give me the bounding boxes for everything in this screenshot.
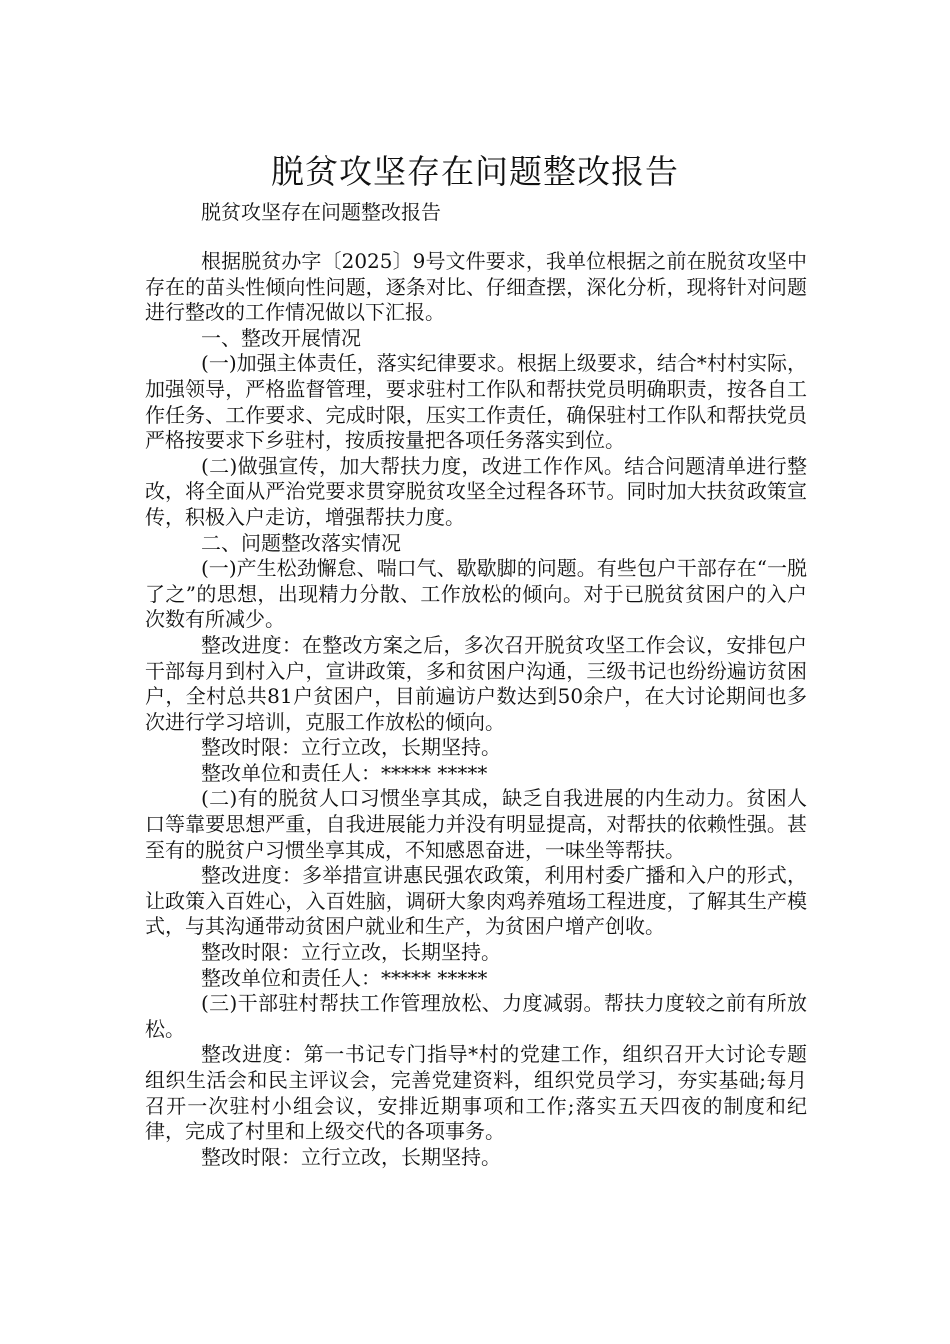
intro-paragraph: 根据脱贫办字〔2025〕9号文件要求，我单位根据之前在脱贫攻坚中存在的苗头性倾向性问题，逐条对比、仔细查摆，深化分析，现将针对问题进行整改的工作情况做以下汇报。 (145, 249, 807, 325)
paragraph-1-1: (一)加强主体责任，落实纪律要求。根据上级要求，结合*村村实际，加强领导，严格监督管理，要求驻村工作队和帮扶党员明确职责，按各自工作任务、工作要求、完成时限，压实工作责任，确保驻村工作队和帮扶党员严格按要求下乡驻村，按质按量把各项任务落实到位。 (145, 351, 807, 453)
responsible-2: 整改单位和责任人：***** ***** (201, 965, 488, 990)
document-subtitle: 脱贫攻坚存在问题整改报告 (201, 200, 441, 224)
document-title: 脱贫攻坚存在问题整改报告 (271, 152, 679, 192)
progress-1: 整改进度：在整改方案之后，多次召开脱贫攻坚工作会议，安排包户干部每月到村入户，宣讲政策，多和贫困户沟通，三级书记也纷纷遍访贫困户，全村总共81户贫困户，目前遍访户数达到50余户，在大讨论期间也多次进行学习培训，克服工作放松的倾向。 (145, 632, 807, 734)
responsible-1: 整改单位和责任人：***** ***** (201, 760, 488, 785)
section-heading-2: 二、问题整改落实情况 (201, 530, 401, 555)
problem-1: (一)产生松劲懈怠、喘口气、歇歇脚的问题。有些包户干部存在“一脱了之”的思想，出现精力分散、工作放松的倾向。对于已脱贫贫困户的入户次数有所减少。 (145, 556, 807, 632)
progress-2: 整改进度：多举措宣讲惠民强农政策，利用村委广播和入户的形式，让政策入百姓心，入百姓脑，调研大象肉鸡养殖场工程进度，了解其生产模式，与其沟通带动贫困户就业和生产，为贫困户增产创收。 (145, 863, 807, 939)
document-body (145, 249, 807, 1170)
progress-3: 整改进度：第一书记专门指导*村的党建工作，组织召开大讨论专题组织生活会和民主评议会，完善党建资料，组织党员学习，夯实基础;每月召开一次驻村小组会议，安排近期事项和工作;落实五天四夜的制度和纪律，完成了村里和上级交代的各项事务。 (145, 1042, 807, 1144)
deadline-3: 整改时限：立行立改，长期坚持。 (201, 1144, 501, 1169)
paragraph-1-2: (二)做强宣传，加大帮扶力度，改进工作作风。结合问题清单进行整改，将全面从严治党要求贯穿脱贫攻坚全过程各环节。同时加大扶贫政策宣传，积极入户走访，增强帮扶力度。 (145, 453, 807, 529)
problem-2: (二)有的脱贫人口习惯坐享其成，缺乏自我进展的内生动力。贫困人口等靠要思想严重，自我进展能力并没有明显提高，对帮扶的依赖性强。甚至有的脱贫户习惯坐享其成，不知感恩奋进，一味坐等帮扶。 (145, 786, 807, 862)
deadline-2: 整改时限：立行立改，长期坚持。 (201, 940, 501, 965)
problem-3: (三)干部驻村帮扶工作管理放松、力度减弱。帮扶力度较之前有所放松。 (145, 991, 807, 1041)
deadline-1: 整改时限：立行立改，长期坚持。 (201, 735, 501, 760)
section-heading-1: 一、整改开展情况 (201, 325, 361, 350)
